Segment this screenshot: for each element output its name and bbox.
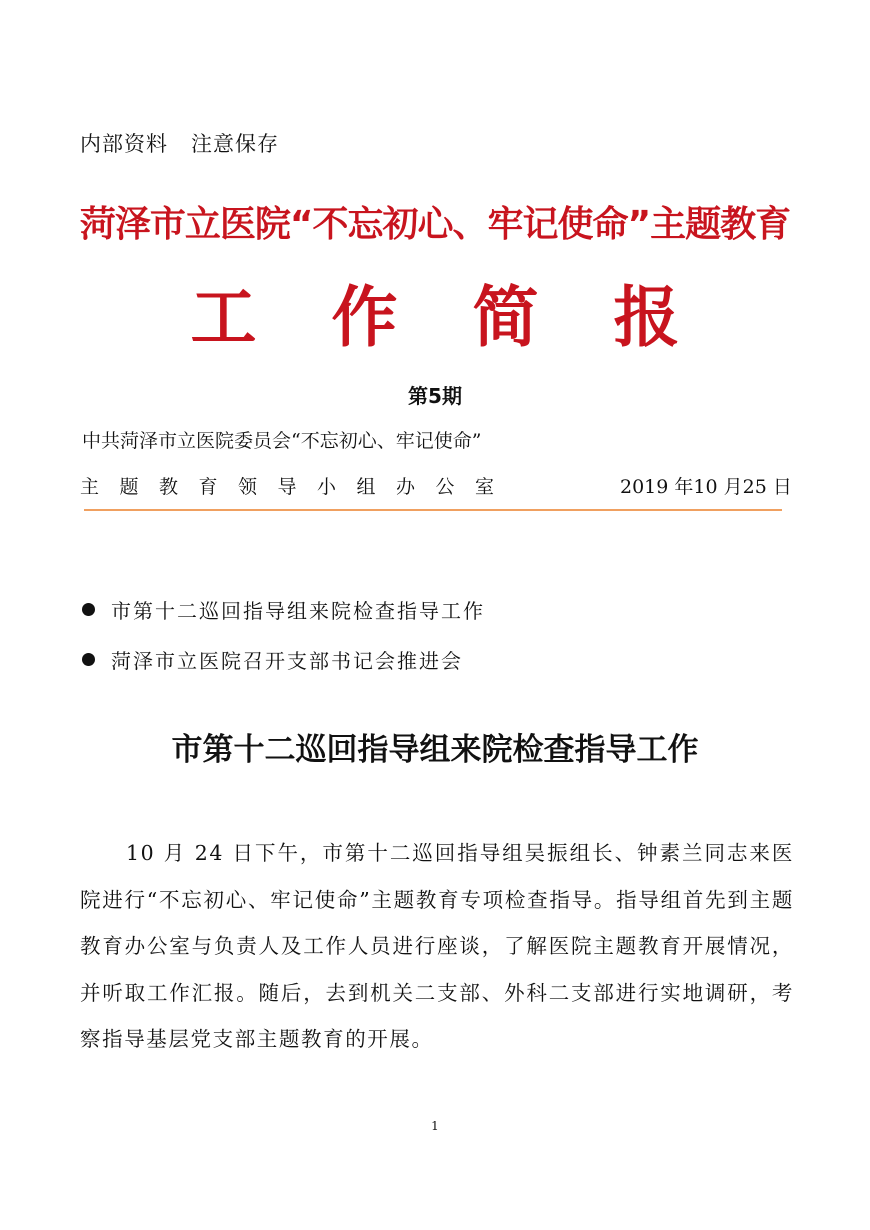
masthead-divider [84,509,782,511]
issuer-line-1: 中共菏泽市立医院委员会“不忘初心、牢记使命” [82,430,482,452]
page-number: 1 [431,1119,439,1133]
toc-item[interactable] [80,584,485,634]
toc-item-label: 市第十二巡回指导组来院检查指导工作 [111,598,485,623]
article-title: 市第十二巡回指导组来院检查指导工作 [171,732,699,768]
table-of-contents [80,584,485,684]
masthead-subtitle: 工 作 简 报 [190,279,706,356]
issuer-line-2: 主题教育领导小组办公室 [80,476,515,498]
masthead-title: 菏泽市立医院“不忘初心、牢记使命”主题教育 [79,204,791,245]
issue-number: 第5期 [408,384,462,408]
article-body: 10 月 24 日下午，市第十二巡回指导组吴振组长、钟素兰同志来医院进行“不忘初心、牢记使命”主题教育专项检查指导。指导组首先到主题教育办公室与负责人及工作人员进行座谈，了解医院主题教育开展情况，并听取工作汇报。随后，去到机关二支部、外科二支部进行实地调研，考察指导基层党支部主题教育的开展。 [80,841,794,1051]
classification-label: 内部资料 注意保存 [80,132,280,156]
bullet-icon [82,653,95,666]
toc-item[interactable] [80,634,485,684]
issue-date: 2019 年10 月25 日 [620,476,792,498]
toc-item-label: 菏泽市立医院召开支部书记会推进会 [111,648,463,673]
bullet-icon [82,603,95,616]
